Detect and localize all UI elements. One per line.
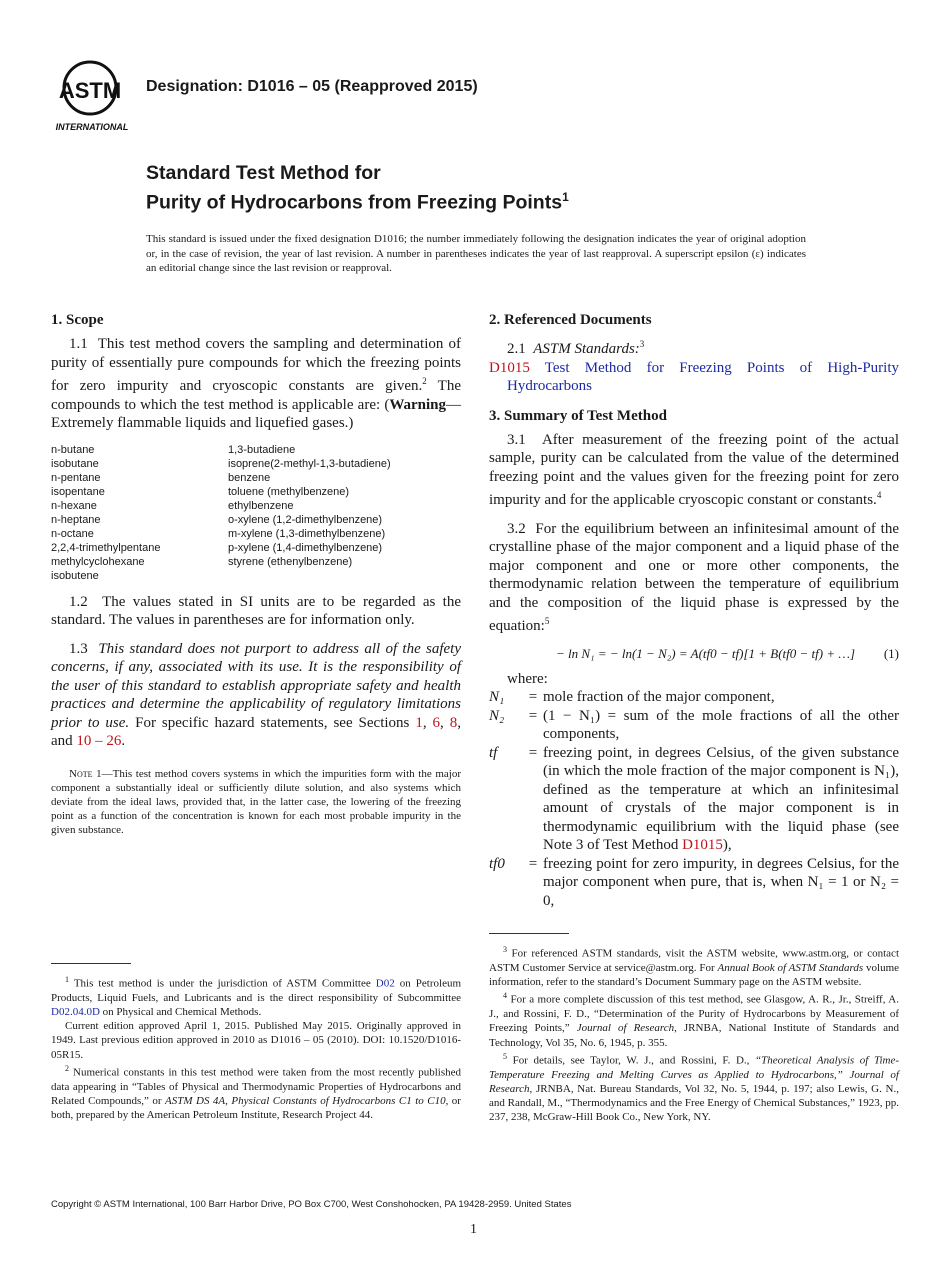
page-number: 1 xyxy=(470,1222,477,1237)
compound-item: benzene xyxy=(228,471,271,484)
footnote-ref-2[interactable]: 2 xyxy=(422,376,427,386)
compound-item: 1,3-butadiene xyxy=(228,443,296,456)
committee-link[interactable]: D02 xyxy=(375,977,395,990)
compound-item: 2,2,4-trimethylpentane xyxy=(51,541,161,554)
astm-logo-graphic xyxy=(52,58,134,134)
left-column xyxy=(51,310,461,837)
scope-heading: 1. Scope xyxy=(51,312,104,328)
compound-item: n-octane xyxy=(51,527,94,540)
astm-standards-label: 2.1 ASTM Standards:$^3$ xyxy=(507,339,645,357)
summary-3-1: 3.1 After measurement of the freezing point of the actual sample, purity can be calculated from the value of the determined freezing point and the values given for the freezing point for zero impurity and for the applicable cryoscopic constant or constants.$^4$ xyxy=(489,431,899,508)
d1015-link[interactable]: D1015 xyxy=(682,837,723,853)
def-tf: tf = freezing point, in degrees Celsius, of the given substance (in which the mole fraction of the major component is N₁), defined as the temperature at which an infinitesimal amount of crystals of the major component is in thermodynamic equilibrium with the liquid phase (see Note 3 of Test Method D1015), xyxy=(489,744,899,853)
footnote-3: $^3$ For referenced ASTM standards, visit the ASTM website, www.astm.org, or contact ASTM Customer Service at service@astm.org. For Annual Book of ASTM Standards volume information, refer to the standard’s Document Summary page on the ASTM website. xyxy=(489,945,900,989)
footnote-5: $^5$ For details, see Taylor, W. J., and Rossini, F. D., “Theoretical Analysis of Time-Temperature Freezing and Melting Curves as Applied to Hydrocarbons,” Journal of Research, JRNBA, Nat. Bureau Standards, Vol 32, No. 5, 1944, p. 197; also Lewis, G. N., and Randall, M., “Thermodynamics and the Free Energy of Chemical Substances,” 1923, pp. 237, 238, McGraw-Hill Book Co., New York, NY. xyxy=(489,1051,900,1124)
compound-item: isobutene xyxy=(51,569,99,582)
compound-item: n-hexane xyxy=(51,499,97,512)
note-1: Note 1—This test method covers systems in which the impurities form with the major component a substantially ideal or sufficiently dilute solution, and also systems which deviate from the ideal laws, provided that, in the latter case, the lowering of the freezing point as a function of the concentration is known for each most probable impurity in the given substance. xyxy=(51,767,462,836)
compound-item: methylcyclohexane xyxy=(51,555,145,568)
section-link-1[interactable]: 1 xyxy=(415,714,423,731)
footnote-ref-4[interactable]: 4 xyxy=(876,490,882,500)
compound-item: n-heptane xyxy=(51,513,101,526)
equation-number: (1) xyxy=(883,645,899,661)
def-tf0: tf0 = freezing point for zero impurity, in degrees Celsius, for the major component when pure, that is, when N₁ = 1 or N₂ = 0, xyxy=(489,855,899,909)
compound-column-2 xyxy=(228,443,391,583)
compound-item: m-xylene (1,3-dimethylbenzene) xyxy=(228,527,386,540)
title-line-2: Purity of Hydrocarbons from Freezing Points$^1$ xyxy=(146,190,569,214)
title-line-1: Standard Test Method for xyxy=(146,162,381,184)
copyright: Copyright © ASTM International, 100 Barr Harbor Drive, PO Box C700, West Conshohocken, PA 19428-2959. United States xyxy=(51,1199,572,1210)
summary-3-2: 3.2 For the equilibrium between an infinitesimal amount of the crystalline phase of the major component and a liquid phase of the major component and one or more other components, the thermodynamic relation between the temperature of equilibrium and the composition of the liquid phase is expressed by the equation:$^5$ xyxy=(489,520,900,634)
compound-list xyxy=(51,443,461,583)
logo-text: ASTM xyxy=(58,78,122,103)
reference-d1015[interactable]: D1015 Test Method for Freezing Points of High-Purity Hydrocarbons xyxy=(489,359,899,394)
scope-1-3: 1.3 This standard does not purport to address all of the safety concerns, if any, associated with its use. It is the responsibility of the user of this standard to establish appropriate safety and health practices and determine the applicability of regulatory limitations prior to use. For specific hazard statements, see Sections 1, 6, 8, and 10 – 26. xyxy=(51,640,462,749)
subcommittee-link[interactable]: D02.04.0D xyxy=(51,1006,100,1019)
compound-item: isoprene(2-methyl-1,3-butadiene) xyxy=(228,457,391,470)
compound-item: isopentane xyxy=(51,485,105,498)
compound-item: ethylbenzene xyxy=(228,499,294,512)
footnote-divider-right xyxy=(489,933,569,934)
designation: Designation: D1016 – 05 (Reapproved 2015) xyxy=(146,78,478,95)
referenced-list xyxy=(489,335,899,396)
summary-heading: 3. Summary of Test Method xyxy=(489,407,667,424)
section-link-6[interactable]: 6 xyxy=(432,714,441,731)
scope-1-2: 1.2 The values stated in SI units are to be regarded as the standard. The values in parentheses are for information only. xyxy=(51,593,461,628)
compound-item: o-xylene (1,2-dimethylbenzene) xyxy=(228,513,383,526)
footnote-1: $^1$ This test method is under the jurisdiction of ASTM Committee D02 on Petroleum Products, Liquid Fuels, and Lubricants and is the direct responsibility of Subcommittee D02.04.0D on Physical and Chemical Methods. xyxy=(51,975,462,1019)
compound-item: isobutane xyxy=(51,457,99,470)
issue-note: This standard is issued under the fixed designation D1016; the number immediately following the designation indicates the year of original adoption or, in the case of revision, the year of last revision. A number in parentheses indicates the year of last reapproval. A superscript epsilon (ε) indicates an editorial change since the last revision or reapproval. xyxy=(146,233,806,274)
def-n1: N₁ = mole fraction of the major component, xyxy=(489,689,775,705)
footnote-ref-3[interactable]: 3 xyxy=(639,339,645,349)
logo-subtext: INTERNATIONAL xyxy=(55,122,129,132)
compound-item: p-xylene (1,4-dimethylbenzene) xyxy=(228,541,383,554)
title-footnote-ref[interactable]: 1 xyxy=(562,190,569,204)
def-n2: N₂ = (1 − N₁) = sum of the mole fractions of all the other components, xyxy=(489,707,899,742)
equation-1 xyxy=(489,646,899,662)
footnotes-right xyxy=(489,943,899,1124)
document-title xyxy=(146,161,569,215)
footnote-divider-left xyxy=(51,963,131,964)
section-link-10-26[interactable]: 10 – 26 xyxy=(76,733,122,749)
astm-logo xyxy=(52,58,134,134)
referenced-heading: 2. Referenced Documents xyxy=(489,312,652,328)
footnote-1-edition: Current edition approved April 1, 2015. Published May 2015. Originally approved in 1949. Last previous edition approved in 2010 as D1016 – 05 (2010). DOI: 10.1520/D1016-05R15. xyxy=(51,1020,461,1061)
footnote-ref-5[interactable]: 5 xyxy=(544,616,550,626)
footnotes-left xyxy=(51,973,461,1122)
compound-item: toluene (methylbenzene) xyxy=(228,485,350,498)
compound-column-1 xyxy=(51,443,228,583)
right-column xyxy=(489,310,899,910)
footnote-4: $^4$ For a more complete discussion of this test method, see Glasgow, A. R., Jr., Streiff, A. J., and Rossini, F. D., “Determination of the Purity of Hydrocarbons by Measurement of Freezing Points,” Journal of Research, JRNBA, National Institute of Standards and Technology, Vol 35, No. 6, 1945, p. 355. xyxy=(489,991,900,1049)
definitions xyxy=(489,670,899,911)
where-label: where: xyxy=(507,670,548,687)
compound-item: n-pentane xyxy=(51,471,101,484)
equation-body: − ln N₁ = − ln(1 − N₂) = A(tf0 − tf)[1 + B(tf0 − tf) + …] xyxy=(556,645,855,661)
compound-item: n-butane xyxy=(51,443,95,456)
section-link-8[interactable]: 8 xyxy=(449,714,458,731)
compound-item: styrene (ethenylbenzene) xyxy=(228,555,353,568)
scope-1-1: 1.1 This test method covers the sampling and determination of purity of essentially pure compounds for which the freezing points for zero impurity and cryoscopic constants are given.$^2$ The compounds to which the test method is applicable are: (Warning—Extremely flammable liquids and liquefied gases.) xyxy=(51,336,461,431)
footnote-2: $^2$ Numerical constants in this test method were taken from the most recently published data appearing in “Tables of Physical and Thermodynamic Properties of Hydrocarbons and Related Compounds,” or ASTM DS 4A, Physical Constants of Hydrocarbons C1 to C10, or both, prepared by the American Petroleum Institute, Research Project 44. xyxy=(51,1063,462,1122)
